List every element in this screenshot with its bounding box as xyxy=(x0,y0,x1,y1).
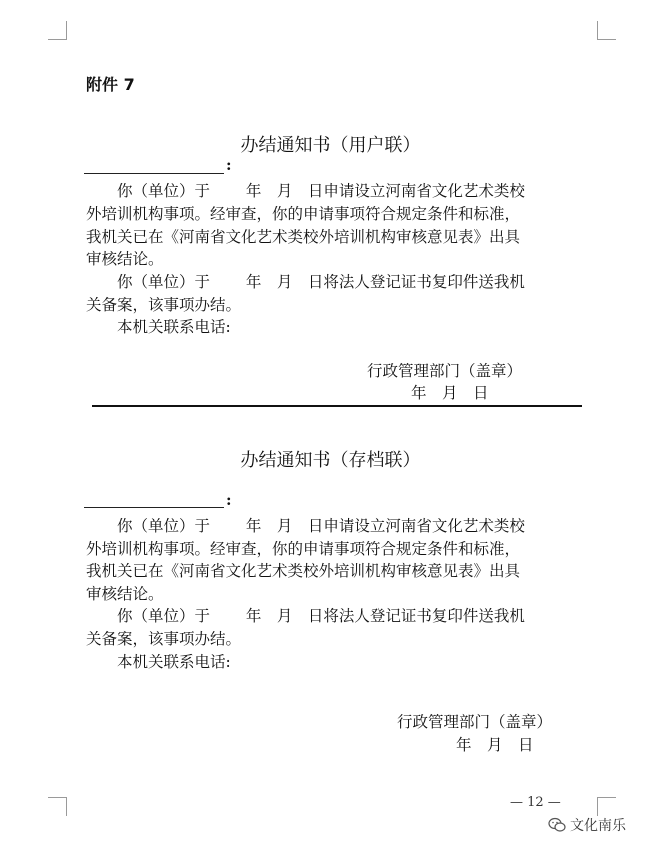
notice-archive-line-5: 你（单位）于 年 月 日将法人登记证书复印件送我机 xyxy=(86,607,525,625)
notice-archive-line-1: 你（单位）于 年 月 日申请设立河南省文化艺术类校 xyxy=(86,517,525,535)
notice-user-line-5: 你（单位）于 年 月 日将法人登记证书复印件送我机 xyxy=(86,273,525,291)
addressee-colon-user: : xyxy=(226,156,232,174)
crop-mark-top-left xyxy=(48,21,67,40)
notice-user-date: 年 月 日 xyxy=(411,384,489,402)
notice-user-line-3: 我机关已在《河南省文化艺术类校外培训机构审核意见表》出具 xyxy=(86,228,521,246)
watermark xyxy=(548,815,626,835)
crop-mark-bottom-left xyxy=(48,797,67,816)
notice-user-line-4: 审核结论。 xyxy=(86,250,164,268)
notice-archive-title: 办结通知书（存档联） xyxy=(240,450,421,471)
notice-archive-line-7: 本机关联系电话: xyxy=(86,653,231,671)
wechat-icon xyxy=(548,817,566,833)
annex-label: 附件 7 xyxy=(86,75,135,94)
notice-archive-line-2: 外培训机构事项。经审查，你的申请事项符合规定条件和标准， xyxy=(86,540,521,558)
notice-user-line-1: 你（单位）于 年 月 日申请设立河南省文化艺术类校 xyxy=(86,182,525,200)
notice-user-title: 办结通知书（用户联） xyxy=(240,135,421,156)
notice-user-line-2: 外培训机构事项。经审查，你的申请事项符合规定条件和标准， xyxy=(86,205,521,223)
addressee-colon-archive: : xyxy=(226,491,232,509)
notice-archive-department: 行政管理部门（盖章） xyxy=(397,713,553,731)
notice-archive-line-4: 审核结论。 xyxy=(86,585,164,603)
page-number: — 12 — xyxy=(510,795,561,810)
addressee-blank-user xyxy=(84,163,224,174)
crop-mark-bottom-right xyxy=(597,797,616,816)
notice-user-department: 行政管理部门（盖章） xyxy=(367,362,523,380)
notice-archive-line-3: 我机关已在《河南省文化艺术类校外培训机构审核意见表》出具 xyxy=(86,562,521,580)
notice-archive-date: 年 月 日 xyxy=(456,736,534,754)
crop-mark-top-right xyxy=(597,21,616,40)
addressee-blank-archive xyxy=(84,497,224,508)
notice-user-line-7: 本机关联系电话: xyxy=(86,318,231,336)
section-divider xyxy=(92,405,582,407)
watermark-text: 文化南乐 xyxy=(570,818,626,834)
notice-user-line-6: 关备案，该事项办结。 xyxy=(86,296,242,314)
notice-archive-line-6: 关备案，该事项办结。 xyxy=(86,630,242,648)
